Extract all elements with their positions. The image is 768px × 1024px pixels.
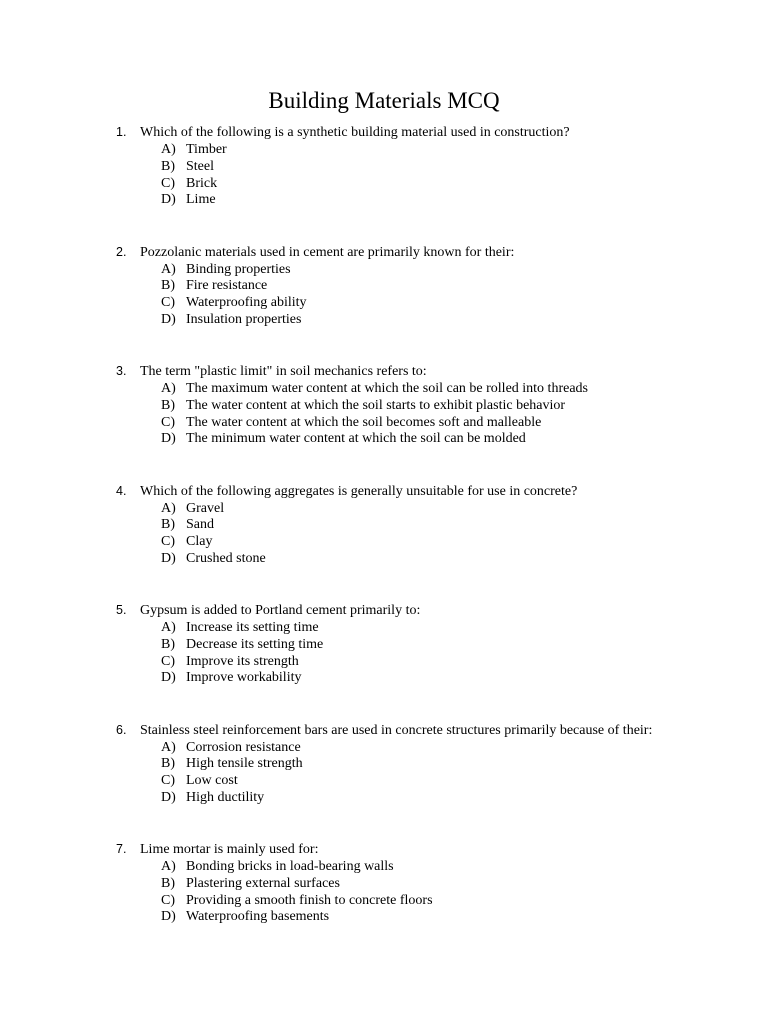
- option-letter: D): [161, 670, 176, 686]
- option-letter: A): [161, 142, 176, 157]
- option-text: Providing a smooth finish to concrete floors: [186, 892, 433, 908]
- option-item: [0, 533, 768, 550]
- question-text: Stainless steel reinforcement bars are used in concrete structures primarily because of their:: [140, 722, 653, 738]
- option-letter: B): [161, 158, 175, 174]
- option-item: [0, 653, 768, 670]
- option-letter: B): [161, 756, 175, 772]
- option-text: Clay: [186, 534, 213, 550]
- option-letter: C): [161, 534, 175, 550]
- option-letter: A): [161, 500, 176, 516]
- option-item: [0, 277, 768, 294]
- option-item: [0, 261, 768, 278]
- option-letter: C): [161, 414, 175, 430]
- option-item: [0, 158, 768, 175]
- question-text: Pozzolanic materials used in cement are primarily known for their:: [140, 244, 515, 260]
- option-text: The minimum water content at which the soil can be molded: [186, 431, 526, 447]
- option-item: [0, 892, 768, 909]
- option-text: Improve its strength: [186, 653, 299, 669]
- option-letter: D): [161, 789, 176, 805]
- option-letter: D): [161, 192, 176, 208]
- option-text: Waterproofing basements: [186, 909, 330, 925]
- option-text: Waterproofing ability: [186, 295, 307, 311]
- option-item: [0, 397, 768, 414]
- question-number: 7.: [116, 842, 127, 856]
- option-item: [0, 669, 768, 686]
- option-letter: A): [161, 620, 176, 635]
- option-letter: C): [161, 773, 175, 789]
- option-text: Crushed stone: [186, 550, 266, 566]
- option-item: [0, 380, 768, 397]
- option-letter: B): [161, 397, 175, 413]
- option-item: [0, 772, 768, 789]
- option-text: Sand: [186, 517, 214, 533]
- question-number: 6.: [116, 722, 127, 737]
- option-item: [0, 141, 768, 158]
- question-number: 3.: [116, 364, 127, 378]
- option-item: [0, 500, 768, 517]
- option-letter: D): [161, 431, 176, 447]
- option-item: [0, 619, 768, 636]
- option-letter: C): [161, 653, 175, 669]
- option-item: [0, 430, 768, 447]
- option-letter: D): [161, 550, 176, 566]
- question-text: The term "plastic limit" in soil mechanics refers to:: [140, 364, 427, 379]
- option-item: [0, 414, 768, 431]
- option-text: Timber: [186, 142, 227, 157]
- option-letter: B): [161, 517, 175, 533]
- option-text: Insulation properties: [186, 311, 302, 327]
- option-text: Gravel: [186, 500, 225, 516]
- option-text: Brick: [186, 175, 218, 191]
- option-text: Binding properties: [186, 261, 291, 277]
- option-letter: A): [161, 261, 176, 277]
- question-text: Gypsum is added to Portland cement primarily to:: [140, 603, 421, 618]
- option-item: [0, 311, 768, 328]
- question-number: 5.: [116, 603, 127, 617]
- option-text: High tensile strength: [186, 756, 303, 772]
- question-number: 2.: [116, 244, 127, 259]
- question-text: Lime mortar is mainly used for:: [140, 842, 319, 857]
- option-item: [0, 175, 768, 192]
- question-text: Which of the following is a synthetic building material used in construction?: [140, 125, 570, 140]
- question-number: 1.: [116, 125, 127, 139]
- option-item: [0, 858, 768, 875]
- option-letter: A): [161, 739, 176, 755]
- option-text: Improve workability: [186, 670, 302, 686]
- option-item: [0, 191, 768, 208]
- option-item: [0, 875, 768, 892]
- option-letter: B): [161, 636, 175, 652]
- option-letter: B): [161, 875, 175, 891]
- option-item: [0, 908, 768, 925]
- option-text: Decrease its setting time: [186, 636, 324, 652]
- option-item: [0, 550, 768, 567]
- option-item: [0, 789, 768, 806]
- question-text: Which of the following aggregates is generally unsuitable for use in concrete?: [140, 483, 578, 499]
- option-item: [0, 636, 768, 653]
- option-item: [0, 294, 768, 311]
- option-letter: C): [161, 175, 175, 191]
- option-letter: A): [161, 381, 176, 396]
- option-text: The maximum water content at which the soil can be rolled into threads: [186, 381, 588, 396]
- option-letter: C): [161, 295, 175, 311]
- option-text: Lime: [186, 192, 216, 208]
- option-text: Plastering external surfaces: [186, 875, 340, 891]
- option-item: [0, 739, 768, 756]
- option-letter: A): [161, 859, 176, 874]
- option-text: Fire resistance: [186, 278, 268, 294]
- option-text: The water content at which the soil becomes soft and malleable: [186, 414, 542, 430]
- option-letter: D): [161, 311, 176, 327]
- option-text: Increase its setting time: [186, 620, 319, 635]
- option-text: Low cost: [186, 773, 238, 789]
- option-text: Steel: [186, 158, 214, 174]
- option-text: High ductility: [186, 789, 265, 805]
- option-text: The water content at which the soil starts to exhibit plastic behavior: [186, 397, 566, 413]
- option-letter: D): [161, 909, 176, 925]
- option-item: [0, 755, 768, 772]
- question-number: 4.: [116, 483, 127, 498]
- option-text: Bonding bricks in load-bearing walls: [186, 859, 394, 874]
- option-letter: C): [161, 892, 175, 908]
- page-title: Building Materials MCQ: [268, 88, 500, 113]
- option-item: [0, 516, 768, 533]
- option-letter: B): [161, 278, 175, 294]
- option-text: Corrosion resistance: [186, 739, 301, 755]
